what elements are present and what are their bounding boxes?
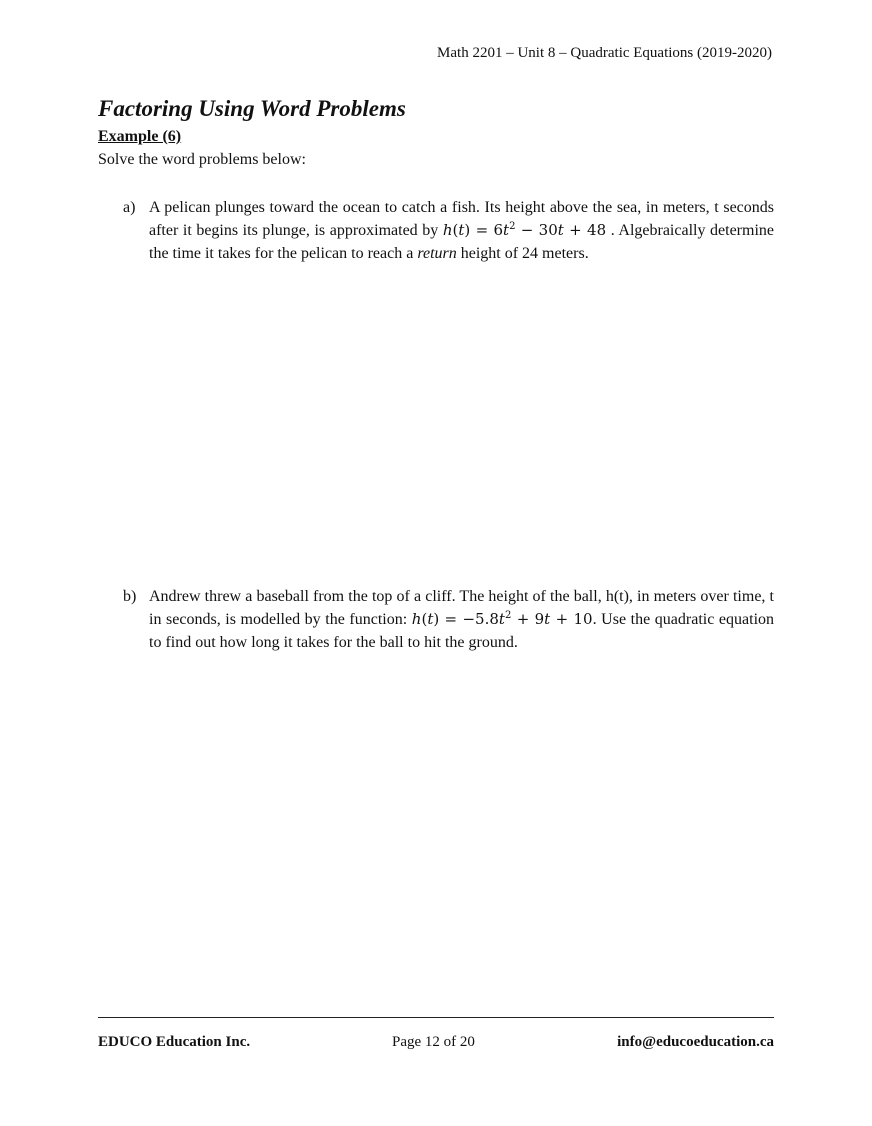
problem-text-part: . Algebraically determine the time it takes for the pelican to reach a (149, 222, 774, 262)
problem-text (149, 585, 774, 654)
emphasis-word: return (417, 245, 457, 262)
problem-text (149, 196, 774, 265)
page-header-title: Math 2201 – Unit 8 – Quadratic Equations (2019-2020) (437, 45, 772, 61)
problem-text-part: A pelican plunges toward the ocean to catch a fish. Its height above the sea, in meters, t seconds after it begins its plunge, is approximated by (149, 199, 774, 239)
footer-page-number: Page 12 of 20 (392, 1034, 475, 1050)
problem-equation: $h(t) = 6t^2 - 30t + 48$ (442, 221, 607, 239)
problem-equation: $h(t) = -5.8t^2 + 9t + 10$ (411, 610, 593, 628)
problem-a (123, 196, 774, 265)
instructions-text: Solve the word problems below: (98, 151, 306, 168)
section-title: Factoring Using Word Problems (98, 96, 406, 121)
problem-text-part: height of 24 meters. (460, 245, 589, 262)
problem-b (123, 585, 774, 654)
footer-email: info@educoeducation.ca (617, 1034, 774, 1050)
example-label: Example (6) (98, 128, 182, 145)
footer-company: EDUCO Education Inc. (98, 1034, 251, 1050)
problem-letter: a) (123, 199, 136, 216)
problem-letter: b) (123, 588, 137, 605)
problem-text-part: Andrew threw a baseball from the top of a cliff. The height of the ball, h(t), in meters over time, t in seconds, is modelled by the function: (149, 588, 774, 628)
footer-divider (98, 1017, 774, 1018)
problem-text-part: . Use the quadratic equation to find out how long it takes for the ball to hit the ground. (149, 611, 775, 651)
